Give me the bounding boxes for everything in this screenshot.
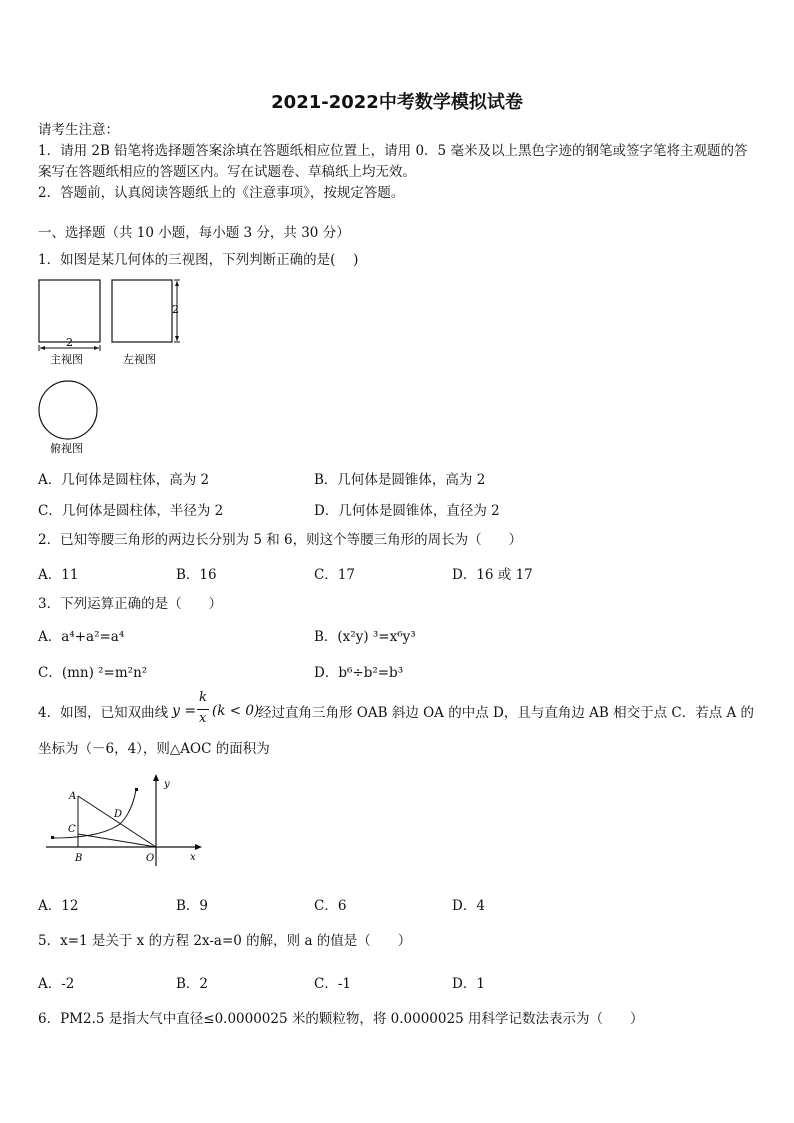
x-axis-arrow-icon — [195, 844, 202, 850]
q2-option-d[interactable]: D．16 或 17 — [452, 567, 533, 583]
q5-option-a[interactable]: A．-2 — [38, 976, 75, 992]
label-d: D — [114, 809, 123, 820]
label-y: y — [164, 779, 170, 790]
notice-heading: 请考生注意： — [38, 122, 119, 138]
notice-line-1b: 案写在答题纸相应的答题区内。写在试题卷、草稿纸上均无效。 — [38, 164, 416, 180]
label-o: O — [146, 853, 155, 864]
page-title: 2021-2022中考数学模拟试卷 — [271, 92, 523, 113]
arrow-down-icon — [175, 336, 179, 341]
segment-oc — [78, 834, 156, 847]
q3-option-b[interactable]: B．(x²y) ³=x⁶y³ — [314, 629, 416, 645]
label-x: x — [190, 852, 196, 863]
q4-option-c[interactable]: C．6 — [314, 898, 347, 914]
q1-option-c[interactable]: C．几何体是圆柱体，半径为 2 — [38, 503, 224, 519]
fraction-bar — [197, 709, 209, 710]
arrow-up-icon — [175, 281, 179, 286]
q3-option-c[interactable]: C．(mn) ²=m²n² — [38, 665, 148, 681]
section-heading: 一、选择题（共 10 小题，每小题 3 分，共 30 分） — [38, 225, 350, 241]
q4-option-b[interactable]: B．9 — [176, 898, 209, 914]
arrow-right-icon — [94, 346, 99, 350]
q1-option-a[interactable]: A．几何体是圆柱体，高为 2 — [38, 472, 210, 488]
q4-option-d[interactable]: D．4 — [452, 898, 485, 914]
front-view-square — [39, 280, 100, 342]
q1-option-b[interactable]: B．几何体是圆锥体，高为 2 — [314, 472, 486, 488]
label-b: B — [75, 853, 83, 864]
hyperbola-triangle-figure — [40, 772, 210, 868]
question-1-stem: 1．如图是某几何体的三视图，下列判断正确的是( ) — [38, 252, 359, 268]
question-5-stem: 5．x=1 是关于 x 的方程 2x-a=0 的解，则 a 的值是（ ） — [38, 933, 412, 949]
left-view-caption: 左视图 — [123, 353, 156, 366]
notice-line-2: 2．答题前，认真阅读答题纸上的《注意事项》，按规定答题。 — [38, 185, 405, 201]
notice-line-1a: 1．请用 2B 铅笔将选择题答案涂填在答题纸相应位置上，请用 0．5 毫米及以上黑色字迹的钢笔或签字笔将主观题的答 — [38, 143, 748, 159]
front-view-dim: 2 — [66, 336, 73, 349]
q5-option-b[interactable]: B．2 — [176, 976, 209, 992]
label-a: A — [69, 791, 77, 802]
curve-end-dot-left — [51, 836, 54, 839]
q1-option-d[interactable]: D．几何体是圆锥体，直径为 2 — [314, 503, 500, 519]
top-view-circle — [39, 381, 97, 439]
q3-option-a[interactable]: A．a⁴+a²=a⁴ — [38, 629, 125, 645]
y-axis-arrow-icon — [153, 774, 159, 781]
hyperbola-curve — [53, 790, 136, 838]
top-view-caption: 俯视图 — [50, 442, 83, 455]
curve-end-dot-top — [135, 788, 138, 791]
left-view-dim: 2 — [172, 303, 179, 316]
three-view-figure — [30, 275, 210, 460]
front-view-caption: 主视图 — [50, 353, 83, 366]
equation-numerator: k — [199, 690, 207, 705]
q5-option-c[interactable]: C．-1 — [314, 976, 351, 992]
question-2-stem: 2．已知等腰三角形的两边长分别为 5 和 6，则这个等腰三角形的周长为（ ） — [38, 532, 523, 548]
q4-option-a[interactable]: A．12 — [38, 898, 79, 914]
question-4-stem-a: 4．如图，已知双曲线 — [38, 705, 169, 721]
q2-option-b[interactable]: B．16 — [176, 567, 217, 583]
question-4-stem-c: 坐标为（－6，4），则△AOC 的面积为 — [38, 741, 270, 757]
equation-denominator: x — [199, 711, 207, 726]
arrow-left-icon — [40, 346, 45, 350]
equation-y: y = — [172, 703, 197, 719]
left-view-square — [112, 280, 172, 342]
q5-option-d[interactable]: D．1 — [452, 976, 485, 992]
q3-option-d[interactable]: D．b⁶÷b²=b³ — [314, 665, 404, 681]
q2-option-c[interactable]: C．17 — [314, 567, 356, 583]
question-4-stem-b: 经过直角三角形 OAB 斜边 OA 的中点 D，且与直角边 AB 相交于点 C．若点 A 的 — [258, 705, 755, 721]
question-3-stem: 3．下列运算正确的是（ ） — [38, 596, 223, 612]
question-6-stem: 6．PM2.5 是指大气中直径≤0.0000025 米的颗粒物，将 0.0000025 用科学记数法表示为（ ） — [38, 1011, 644, 1027]
label-c: C — [68, 824, 76, 835]
q2-option-a[interactable]: A．11 — [38, 567, 79, 583]
equation-condition: (k < 0) — [212, 703, 260, 719]
hypotenuse-oa — [78, 796, 156, 847]
